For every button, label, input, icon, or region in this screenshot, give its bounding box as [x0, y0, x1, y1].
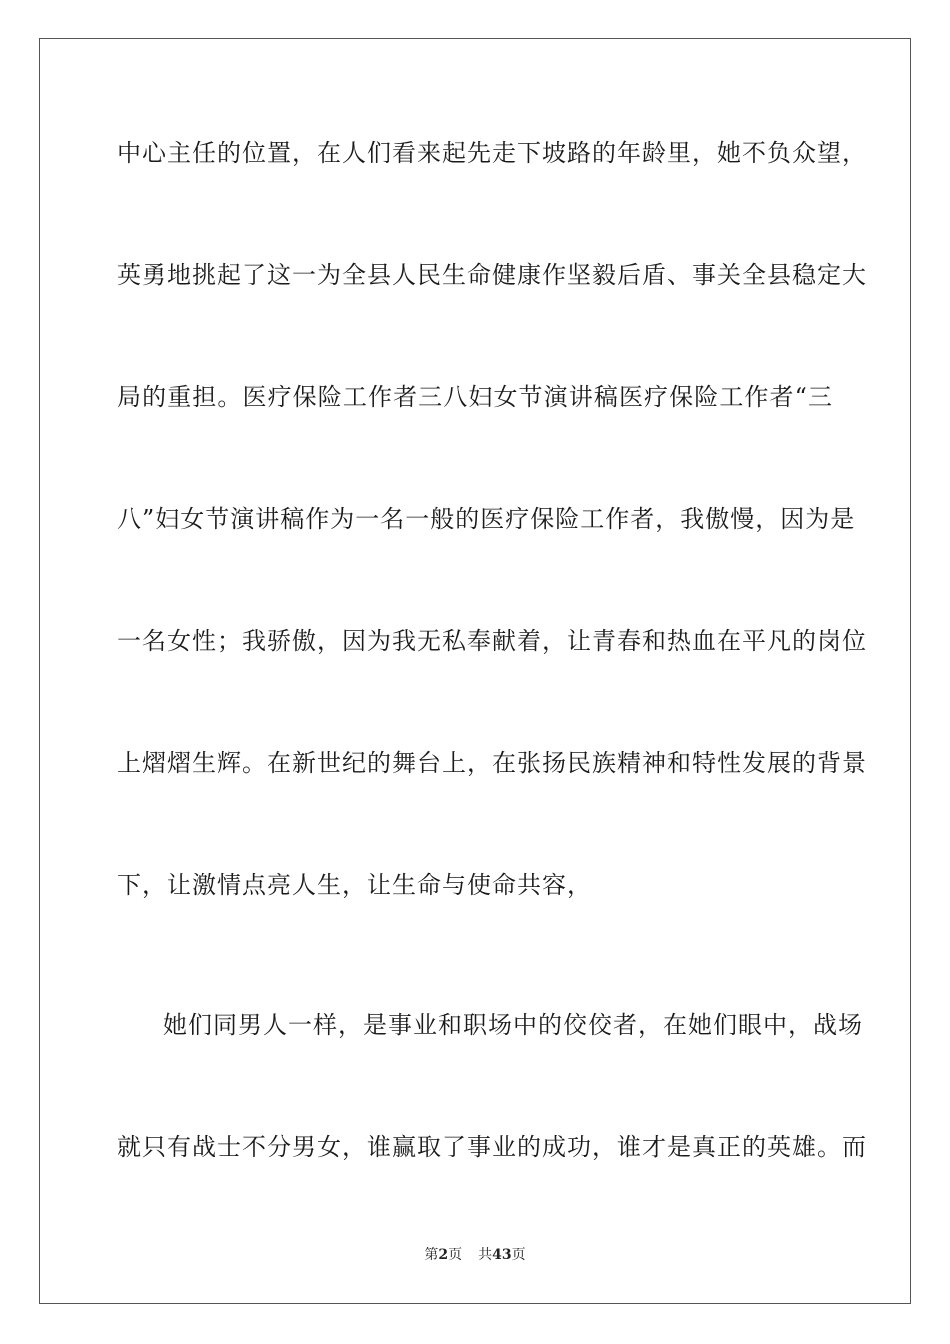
text-line: 下，让激情点亮人生，让生命与使命共容， — [117, 871, 592, 899]
page-footer — [0, 1245, 950, 1265]
total-prefix: 共 — [478, 1247, 493, 1263]
text-line: 英勇地挑起了这一为全县人民生命健康作坚毅后盾、事关全县稳定大 — [117, 261, 867, 289]
text-line: 中心主任的位置，在人们看来起先走下坡路的年龄里，她不负众望， — [117, 139, 867, 167]
total-suffix: 页 — [511, 1247, 526, 1263]
text-line: 八”妇女节演讲稿作为一名一般的医疗保险工作者，我傲慢，因为是 — [117, 505, 856, 533]
text-line: 局的重担。医疗保险工作者三八妇女节演讲稿医疗保险工作者“三 — [117, 383, 833, 411]
paragraph-first-line: 她们同男人一样，是事业和职场中的佼佼者，在她们眼中，战场 — [163, 1011, 863, 1039]
text-line: 就只有战士不分男女，谁赢取了事业的成功，谁才是真正的英雄。而 — [117, 1133, 867, 1161]
page-suffix: 页 — [448, 1247, 463, 1263]
total-pages: 43 — [492, 1247, 512, 1263]
page-border — [39, 38, 911, 1304]
text-line: 上熠熠生辉。在新世纪的舞台上，在张扬民族精神和特性发展的背景 — [117, 749, 867, 777]
page-number: 2 — [438, 1247, 449, 1263]
text-line: 一名女性；我骄傲，因为我无私奉献着，让青春和热血在平凡的岗位 — [117, 627, 867, 655]
page-prefix: 第 — [424, 1247, 439, 1263]
